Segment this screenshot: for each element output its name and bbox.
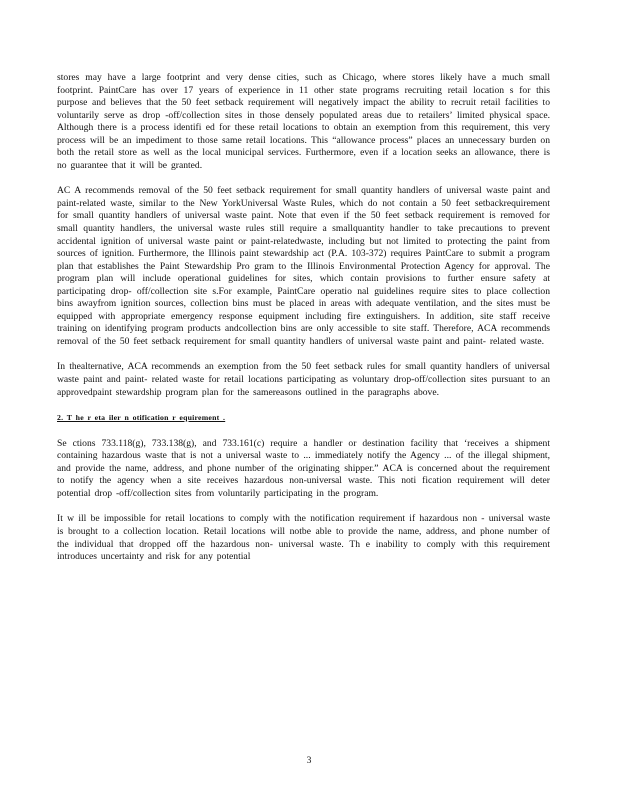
paragraph-setback-footprint: stores may have a large footprint and very dense cities, such as Chicago, where stores likely have a much small footprint. PaintCare has over 17 years of experience in 11 other state programs recruiting retail location s for this purpose and believes that the 50 feet setback requirement will negatively impact the ability to recruit retail facilities to voluntarily serve as drop -off/collection sites in those densely populated areas due to retailers’ limited physical space. Although there is a process identifi ed for these retail locations to obtain an exemption from this requirement, this very process will be an impediment to those same retail locations. This “allowance process” places an unnecessary burden on both the retail store as well as the local municipal services. Furthermore, even if a location seeks an allowance, there is no guarantee that it will be granted. [57, 72, 550, 171]
paragraph-setback-exemption-alternative: In thealternative, ACA recommends an exemption from the 50 feet setback rules for small quantity handlers of universal waste paint and paint- related waste for retail locations participating as voluntary drop-off/collection sites pursuant to an approvedpaint stewardship program plan for the samereasons outlined in the paragraphs above. [57, 361, 550, 398]
document-body [57, 72, 550, 577]
page-number: 3 [306, 755, 312, 766]
paragraph-setback-removal-recommendation: AC A recommends removal of the 50 feet setback requirement for small quantity handlers of universal waste paint and paint-related waste, similar to the New YorkUniversal Waste Rules, which do not contain a 50 feet setbackrequirement for small quantity handlers of universal waste paint. Note that even if the 50 feet setback requirement is removed for small quantity handlers, the universal waste rules still require a smallquantity handler to take precautions to prevent accidental ignition of universal waste paint or paint-relatedwaste, including but not limited to protecting the paint from sources of ignition. Furthermore, the Illinois paint stewardship act (P.A. 103-372) requires PaintCare to submit a program plan that establishes the Paint Stewardship Pro gram to the Illinois Environmental Protection Agency for approval. The program plan will include operational guidelines for sites, which contain provisions to further ensure safety at participating drop- off/collection site s.For example, PaintCare operatio nal guidelines require sites to place collection bins awayfrom ignition sources, collection bins must be placed in areas with adequate ventilation, and the sites must be equipped with appropriate emergency response equipment including fire extinguishers. In addition, site staff receive training on identifying program products andcollection bins are only accessible to site staff. Therefore, ACA recommends removal of the 50 feet setback requirement for small quantity handlers of universal waste paint and paint- related waste. [57, 185, 550, 347]
section-heading-retailer-notification: 2. T he r eta iler n otification r equirement . [57, 413, 226, 423]
paragraph-notification-compliance: It w ill be impossible for retail locations to comply with the notification requirement if hazardous non - universal waste is brought to a collection location. Retail locations will notbe able to provide the name, address, and phone number of the individual that dropped off the hazardous non- universal waste. Th e inability to comply with this requirement introduces uncertainty and risk for any potential [57, 513, 550, 563]
paragraph-notification-sections: Se ctions 733.118(g), 733.138(g), and 733.161(c) require a handler or destination facility that ‘receives a shipment containing hazardous waste that is not a universal waste to ... immediately notify the Agency ... of the illegal shipment, and provide the name, address, and phone number of the originating shipper.” ACA is concerned about the requirement to notify the agency when a site receives hazardous non-universal waste. This noti fication requirement will deter potential drop -off/collection sites from voluntarily participating in the program. [57, 437, 550, 499]
